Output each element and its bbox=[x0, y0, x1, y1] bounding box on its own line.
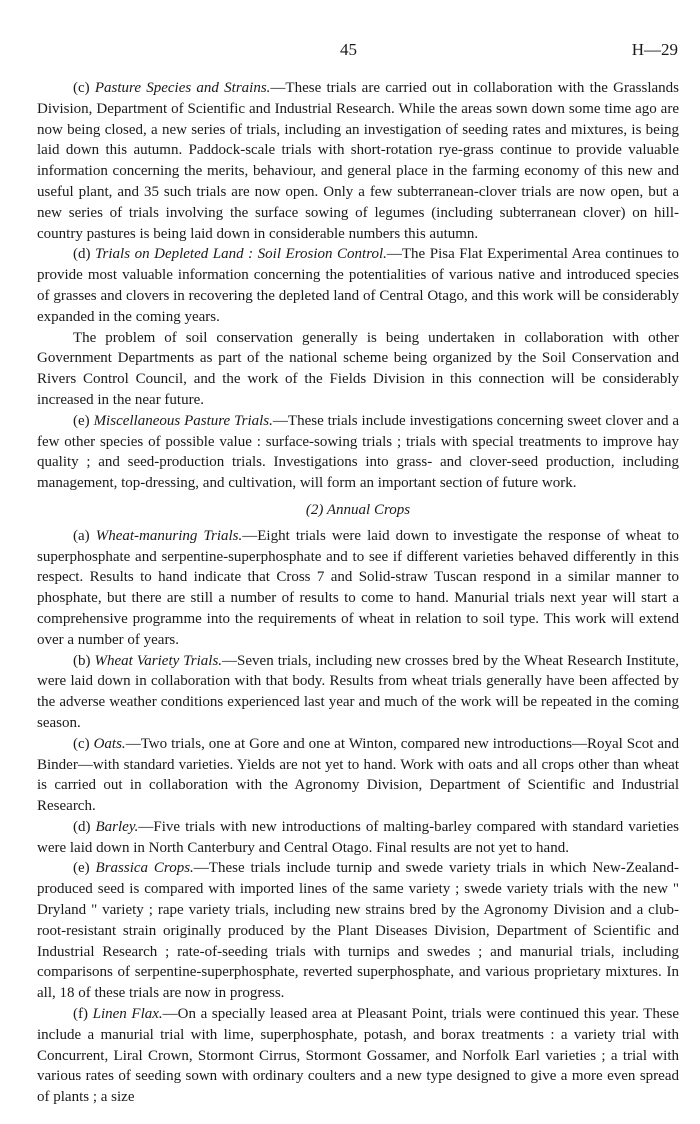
page-reference: H—29 bbox=[631, 40, 678, 59]
paragraph-label: (d) bbox=[73, 246, 91, 263]
paragraph-soil-conservation bbox=[37, 328, 679, 411]
paragraph-heading: Wheat-manuring Trials. bbox=[95, 527, 243, 544]
paragraph-heading: Wheat Variety Trials. bbox=[94, 652, 223, 669]
paragraph-text: —These trials include turnip and swede variety trials in which New-Zealand-produced seed is compared with imported lines of the same variety ; swede variety trials with the new " Dryland " variety ; rape variety trials, including new strains bred by the Agronomy Division and a club-root-resistant strain originally produced by the Plant Diseases Division, Department of Scientific and Industrial Research ; rate-of-seeding trials with turnips and swedes ; and manurial trials, including comparisons of serpentine-superphosphate, reverted superphosphate, and various proprietary mixtures. In all, 18 of these trials are now in progress. bbox=[37, 860, 680, 1002]
body-text bbox=[37, 78, 679, 1108]
paragraph-brassica bbox=[37, 858, 679, 1004]
paragraph-heading: Pasture Species and Strains. bbox=[94, 80, 271, 96]
paragraph-label: (e) bbox=[73, 412, 90, 429]
paragraph-text: —Two trials, one at Gore and one at Winton, compared new introductions—Royal Scot and Binder—with standard varieties. Yields are not yet to hand. Work with oats and all crops other than wheat is carried out in collaboration with the Agronomy Division, Department of Scientific and Industrial Research. bbox=[37, 735, 679, 815]
paragraph-text: —These trials include investigations concerning sweet clover and a few other species of possible value : surface-sowing trials ; trials with special treatments to improve hay quality ; and seed-production trials. Investigations into grass- and clover-seed production, including management, top-dressing, and cultivation, will form an important section of future work. bbox=[37, 412, 680, 492]
paragraph-label: (c) bbox=[73, 80, 90, 96]
paragraph-heading: Trials on Depleted Land : Soil Erosion Control. bbox=[95, 246, 387, 263]
paragraph-pasture-species bbox=[37, 78, 679, 244]
section-heading-annual-crops: (2) Annual Crops bbox=[305, 501, 411, 518]
paragraph-label: (e) bbox=[73, 860, 90, 877]
paragraph-depleted-land bbox=[37, 244, 679, 327]
paragraph-text: —On a specially leased area at Pleasant Point, trials were continued this year. These include a manurial trial with lime, superphosphate, potash, and borax treatments : a variety trial with Concurrent, Liral Crown, Stormont Cirrus, Stormont Gossamer, and Norfolk Earl varieties ; a trial with various rates of seeding sown with ordinary coulters and a new type designed to give a more even spread of plants ; a size bbox=[37, 1006, 679, 1106]
paragraph-linen-flax bbox=[37, 1004, 679, 1108]
paragraph-label: (a) bbox=[73, 527, 90, 544]
paragraph-heading: Linen Flax. bbox=[92, 1006, 163, 1023]
paragraph-heading: Miscellaneous Pasture Trials. bbox=[93, 412, 273, 429]
paragraph-label: (b) bbox=[73, 652, 91, 669]
paragraph-text: —The Pisa Flat Experimental Area continues to provide most valuable information concerning the potentialities of various native and introduced species of grasses and clovers in recovering the depleted land of Central Otago, and this work will be considerably expanded in the coming years. bbox=[37, 246, 679, 325]
paragraph-text: —Eight trials were laid down to investigate the response of wheat to superphosphate and serpentine-superphosphate and to see if different varieties behaved differently in this respect. Results to hand indicate that Cross 7 and Solid-straw Tuscan respond in a similar manner to phosphate, but there are still a number of results to come to hand. Manurial trials next year will start a comprehensive programme into the requirements of wheat in relation to soil type. This work will extend over a number of years. bbox=[37, 527, 679, 648]
paragraph-wheat-manuring bbox=[37, 526, 679, 651]
paragraph-barley bbox=[37, 817, 679, 859]
paragraph-text: —Five trials with new introductions of malting-barley compared with standard varieties were laid down in North Canterbury and Central Otago. Final results are not yet to hand. bbox=[37, 818, 680, 856]
paragraph-wheat-variety bbox=[37, 651, 679, 734]
paragraph-miscellaneous-trials bbox=[37, 411, 679, 494]
paragraph-label: (c) bbox=[73, 735, 90, 752]
paragraph-oats bbox=[37, 734, 679, 817]
paragraph-text: —These trials are carried out in collaboration with the Grasslands Division, Department of Scientific and Industrial Research. While the areas sown down some time ago are now being closed, a new series of trials, including an investigation of seeding rates and mixtures, is being laid down this autumn. Paddock-scale trials with short-rotation rye-grass continue to provide valuable information concerning the merits, behaviour, and general place in the farming economy of this new and useful plant, and 35 such trials are now open. Only a few subterranean-clover trials are now open, but a new series of trials involving the surface sowing of legumes (including subterranean clover) on hill-country pastures is being laid down in considerable numbers this autumn. bbox=[37, 80, 680, 242]
paragraph-text: —Seven trials, including new crosses bred by the Wheat Research Institute, were laid down in collaboration with that body. Results from wheat trials generally have been affected by the adverse weather conditions experienced last year and much of the work will be repeated in the coming season. bbox=[37, 652, 679, 731]
paragraph-text: The problem of soil conservation generally is being undertaken in collaboration with other Government Departments as part of the national scheme being organized by the Soil Conservation and Rivers Control Council, and the work of the Fields Division in this connection will be considerably increased in the near future. bbox=[37, 329, 679, 408]
paragraph-heading: Brassica Crops. bbox=[95, 860, 194, 877]
page-header bbox=[0, 40, 700, 62]
paragraph-heading: Oats. bbox=[93, 735, 126, 752]
page-number: 45 bbox=[340, 40, 357, 59]
paragraph-heading: Barley. bbox=[95, 818, 139, 835]
paragraph-label: (f) bbox=[73, 1006, 88, 1023]
paragraph-label: (d) bbox=[73, 818, 91, 835]
